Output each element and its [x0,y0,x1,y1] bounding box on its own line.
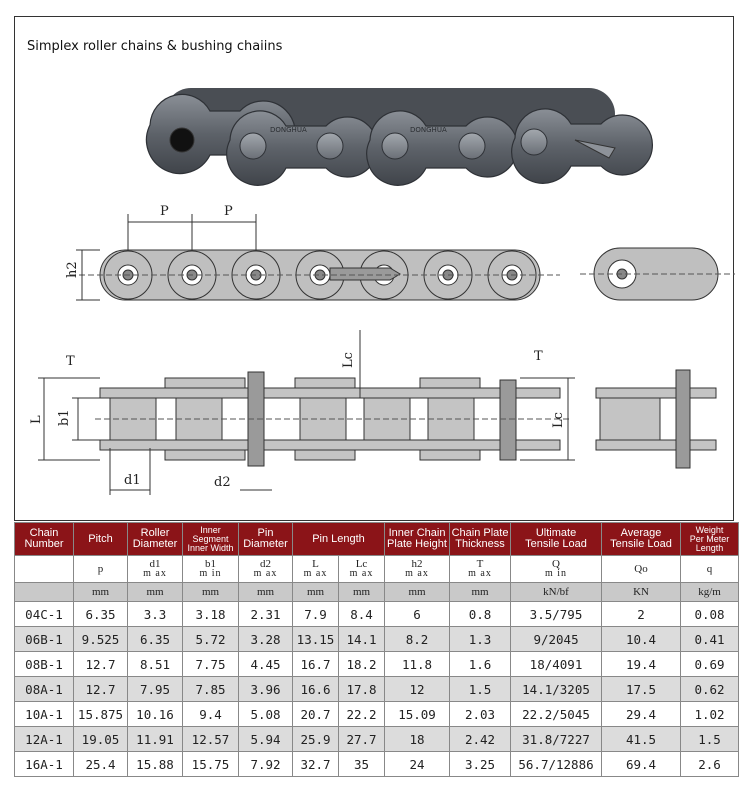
header-roller-diameter: Roller Diameter [128,523,183,556]
table-cell: 15.75 [183,752,239,777]
label-h2: h2 [65,261,80,278]
table-cell: 0.8 [450,602,511,627]
table-cell: 56.7/12886 [511,752,602,777]
header-ultimate-load: Ultimate Tensile Load [511,523,602,556]
table-row [15,652,739,677]
symbol-cell: L m ax [293,556,339,583]
unit-cell: mm [385,583,450,602]
table-cell: 6 [385,602,450,627]
symbol-cell: q [681,556,739,583]
table-cell: 5.94 [239,727,293,752]
table-cell: 4.45 [239,652,293,677]
page-title: Simplex roller chains & bushing chaiins [27,39,283,54]
table-row [15,702,739,727]
table-cell: 3.18 [183,602,239,627]
table-row [15,752,739,777]
header-pitch: Pitch [74,523,128,556]
table-cell: 16.6 [293,677,339,702]
table-cell: 12.7 [74,652,128,677]
table-cell: 27.7 [339,727,385,752]
header-weight: Weight Per Meter Length [681,523,739,556]
table-cell: 0.69 [681,652,739,677]
symbol-cell: T m ax [450,556,511,583]
table-cell: 2.31 [239,602,293,627]
table-cell: 6.35 [74,602,128,627]
table-cell: 41.5 [602,727,681,752]
unit-cell: KN [602,583,681,602]
symbol-cell: d2 m ax [239,556,293,583]
label-T-right: T [534,349,543,364]
table-cell: 8.51 [128,652,183,677]
top-view-drawing [38,330,716,495]
symbol-cell: Lc m ax [339,556,385,583]
table-cell: 12.7 [74,677,128,702]
table-cell: 7.92 [239,752,293,777]
label-d2: d2 [214,475,231,490]
chain-number-cell: 12A-1 [15,727,74,752]
chain-number-cell: 16A-1 [15,752,74,777]
table-cell: 2.42 [450,727,511,752]
table-cell: 19.4 [602,652,681,677]
unit-cell: mm [339,583,385,602]
unit-cell: mm [74,583,128,602]
table-cell: 25.9 [293,727,339,752]
table-cell: 11.91 [128,727,183,752]
table-cell: 18.2 [339,652,385,677]
symbol-cell [15,556,74,583]
chain-number-cell: 04C-1 [15,602,74,627]
chain-marking-2: DONGHUA [410,126,447,134]
table-symbol-row [15,556,739,583]
table-cell: 15.875 [74,702,128,727]
spec-table [14,522,739,777]
table-cell: 1.3 [450,627,511,652]
table-cell: 16.7 [293,652,339,677]
table-cell: 18/4091 [511,652,602,677]
table-cell: 14.1/3205 [511,677,602,702]
symbol-cell: h2 m ax [385,556,450,583]
table-cell: 3.3 [128,602,183,627]
unit-cell: kg/m [681,583,739,602]
table-cell: 8.4 [339,602,385,627]
chain-number-cell: 10A-1 [15,702,74,727]
header-chain-number: Chain Number [15,523,74,556]
label-b1: b1 [57,409,72,426]
table-row [15,602,739,627]
header-inner-width: Inner Segment Inner Width [183,523,239,556]
table-cell: 17.5 [602,677,681,702]
table-cell: 15.09 [385,702,450,727]
unit-cell: mm [128,583,183,602]
label-d1: d1 [124,473,141,488]
header-pin-diameter: Pin Diameter [239,523,293,556]
chain-number-cell: 08B-1 [15,652,74,677]
header-average-load: Average Tensile Load [602,523,681,556]
table-cell: 10.16 [128,702,183,727]
table-cell: 32.7 [293,752,339,777]
table-cell: 3.5/795 [511,602,602,627]
table-cell: 69.4 [602,752,681,777]
header-plate-thickness: Chain Plate Thickness [450,523,511,556]
table-cell: 3.96 [239,677,293,702]
label-Lc-top: Lc [341,352,356,368]
symbol-cell: b1 m in [183,556,239,583]
table-cell: 14.1 [339,627,385,652]
chain-marking-1: DONGHUA [270,126,307,134]
table-cell: 2.6 [681,752,739,777]
table-cell: 19.05 [74,727,128,752]
symbol-cell: Q m in [511,556,602,583]
side-view-drawing [70,214,735,300]
table-header-row [15,523,739,556]
table-cell: 0.62 [681,677,739,702]
table-cell: 22.2 [339,702,385,727]
table-cell: 7.95 [128,677,183,702]
table-row [15,727,739,752]
table-cell: 7.75 [183,652,239,677]
table-cell: 6.35 [128,627,183,652]
label-pitch-2: P [224,204,233,219]
table-cell: 15.88 [128,752,183,777]
symbol-cell: d1 m ax [128,556,183,583]
unit-cell: mm [293,583,339,602]
table-cell: 11.8 [385,652,450,677]
table-cell: 35 [339,752,385,777]
unit-cell: mm [239,583,293,602]
table-cell: 1.6 [450,652,511,677]
table-cell: 7.85 [183,677,239,702]
table-cell: 31.8/7227 [511,727,602,752]
table-cell: 5.72 [183,627,239,652]
table-body [15,602,739,777]
table-cell: 24 [385,752,450,777]
table-cell: 9.525 [74,627,128,652]
table-cell: 5.08 [239,702,293,727]
chain-number-cell: 08A-1 [15,677,74,702]
label-T-left: T [66,354,75,369]
table-cell: 12.57 [183,727,239,752]
table-cell: 1.02 [681,702,739,727]
table-cell: 13.15 [293,627,339,652]
table-cell: 2 [602,602,681,627]
symbol-cell: p [74,556,128,583]
table-cell: 1.5 [450,677,511,702]
table-cell: 10.4 [602,627,681,652]
unit-cell: kN/bf [511,583,602,602]
table-row [15,677,739,702]
symbol-cell: Qo [602,556,681,583]
table-cell: 17.8 [339,677,385,702]
unit-cell: mm [450,583,511,602]
chain-number-cell: 06B-1 [15,627,74,652]
table-cell: 2.03 [450,702,511,727]
table-cell: 18 [385,727,450,752]
table-cell: 0.41 [681,627,739,652]
table-cell: 25.4 [74,752,128,777]
label-pitch-1: P [160,204,169,219]
table-cell: 7.9 [293,602,339,627]
table-row [15,627,739,652]
unit-cell [15,583,74,602]
header-pin-length: Pin Length [293,523,385,556]
table-cell: 1.5 [681,727,739,752]
table-cell: 12 [385,677,450,702]
table-unit-row [15,583,739,602]
header-plate-height: Inner Chain Plate Height [385,523,450,556]
table-cell: 0.08 [681,602,739,627]
chain-photo [146,88,652,185]
label-Lc-right: Lc [551,412,566,428]
table-cell: 3.28 [239,627,293,652]
table-cell: 3.25 [450,752,511,777]
label-L: L [29,415,44,424]
table-cell: 9/2045 [511,627,602,652]
table-cell: 20.7 [293,702,339,727]
table-cell: 9.4 [183,702,239,727]
table-cell: 29.4 [602,702,681,727]
table-cell: 22.2/5045 [511,702,602,727]
unit-cell: mm [183,583,239,602]
table-cell: 8.2 [385,627,450,652]
